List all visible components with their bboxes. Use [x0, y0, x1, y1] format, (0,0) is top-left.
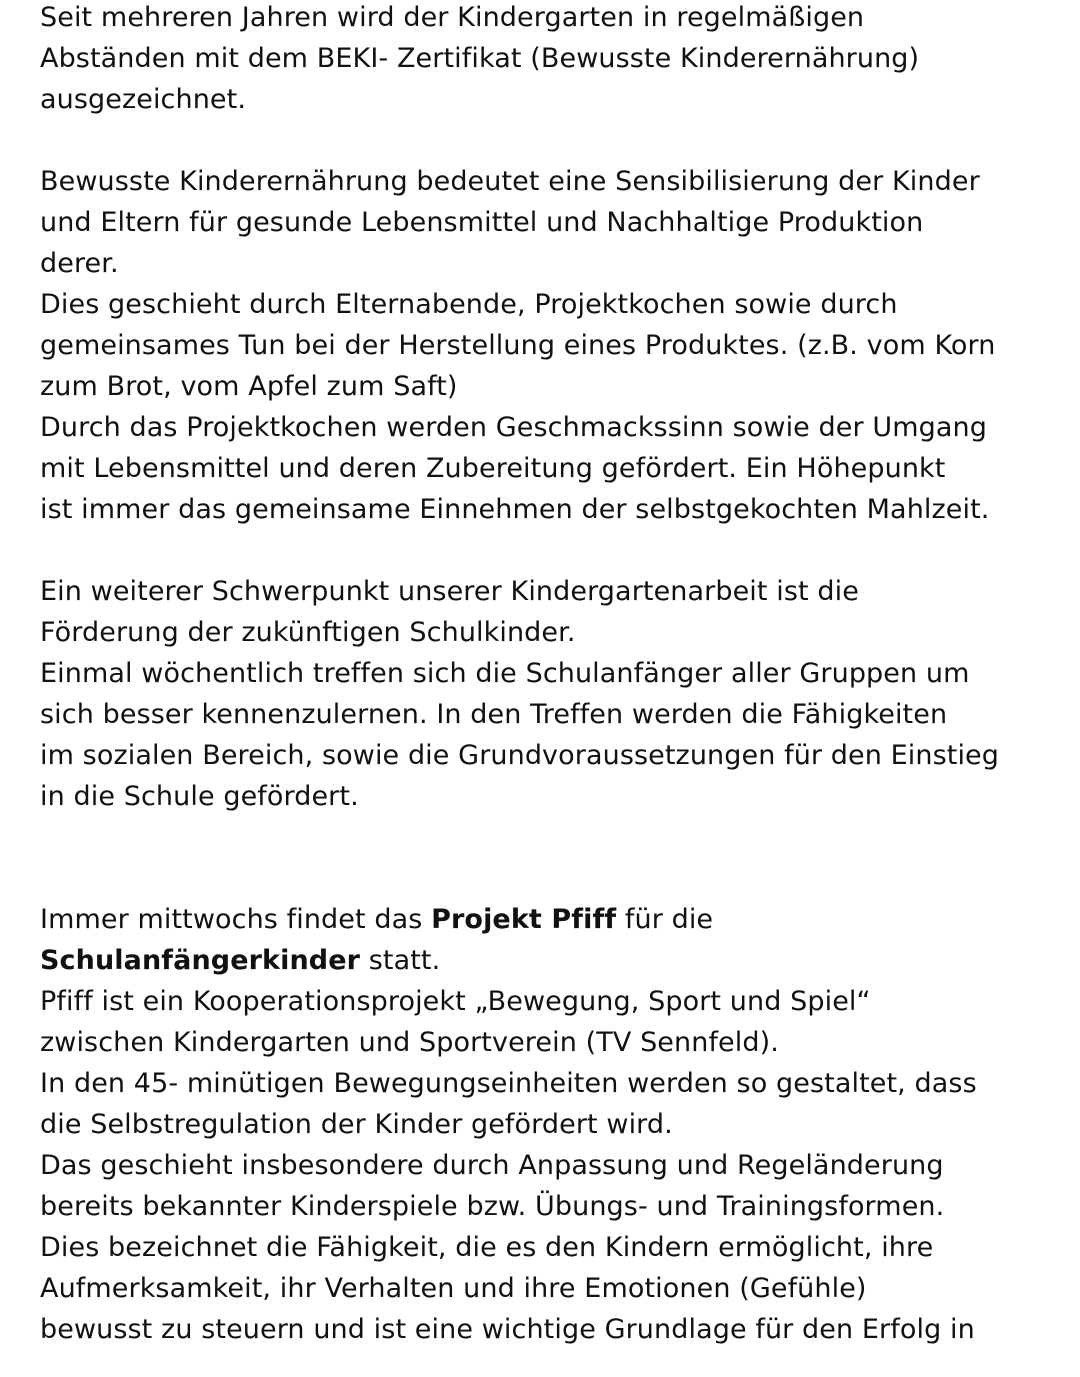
paragraph-4-line-6: die Selbstregulation der Kinder gefördert wird.	[40, 1109, 673, 1140]
paragraph-3-line-2: Förderung der zukünftigen Schulkinder.	[40, 617, 576, 648]
paragraph-4-line-4: zwischen Kindergarten und Sportverein (TV Sennfeld).	[40, 1027, 779, 1058]
paragraph-4-line-11: bewusst zu steuern und ist eine wichtige Grundlage für den Erfolg in	[40, 1314, 975, 1345]
paragraph-3-line-6: in die Schule gefördert.	[40, 781, 359, 812]
paragraph-1-line-2: Abständen mit dem BEKI- Zertifikat (Bewusste Kinderernährung)	[40, 43, 920, 74]
paragraph-3-line-5: im sozialen Bereich, sowie die Grundvoraussetzungen für den Einstieg	[40, 740, 1000, 771]
paragraph-4-line-1	[40, 900, 713, 940]
paragraph-2-line-3: derer.	[40, 248, 119, 279]
paragraph-4-line-10: Aufmerksamkeit, ihr Verhalten und ihre Emotionen (Gefühle)	[40, 1273, 867, 1304]
paragraph-4-line-5: In den 45- minütigen Bewegungseinheiten werden so gestaltet, dass	[40, 1068, 977, 1099]
paragraph-1-line-3: ausgezeichnet.	[40, 84, 247, 115]
paragraph-3-line-1: Ein weiterer Schwerpunkt unserer Kindergartenarbeit ist die	[40, 576, 859, 607]
paragraph-1-line-1: Seit mehreren Jahren wird der Kindergarten in regelmäßigen	[40, 2, 865, 33]
schulanfaengerkinder-bold: Schulanfängerkinder	[40, 945, 361, 976]
paragraph-3-line-4: sich besser kennenzulernen. In den Treffen werden die Fähigkeiten	[40, 699, 948, 730]
paragraph-2-line-5: gemeinsames Tun bei der Herstellung eines Produktes. (z.B. vom Korn	[40, 330, 996, 361]
pfiff-intro-text: Immer mittwochs findet das	[40, 904, 432, 935]
paragraph-4-line-2	[40, 941, 440, 981]
paragraph-2-line-8: mit Lebensmittel und deren Zubereitung gefördert. Ein Höhepunkt	[40, 453, 946, 484]
paragraph-4-line-8: bereits bekannter Kinderspiele bzw. Übungs- und Trainingsformen.	[40, 1191, 945, 1222]
paragraph-2-line-4: Dies geschieht durch Elternabende, Projektkochen sowie durch	[40, 289, 898, 320]
paragraph-3-line-3: Einmal wöchentlich treffen sich die Schulanfänger aller Gruppen um	[40, 658, 970, 689]
statt-text: statt.	[360, 945, 441, 976]
paragraph-2-line-9: ist immer das gemeinsame Einnehmen der selbstgekochten Mahlzeit.	[40, 494, 990, 525]
paragraph-2-line-2: und Eltern für gesunde Lebensmittel und Nachhaltige Produktion	[40, 207, 924, 238]
paragraph-2-line-1: Bewusste Kinderernährung bedeutet eine Sensibilisierung der Kinder	[40, 166, 980, 197]
paragraph-4-line-9: Dies bezeichnet die Fähigkeit, die es den Kindern ermöglicht, ihre	[40, 1232, 934, 1263]
projekt-pfiff-bold: Projekt Pfiff	[431, 904, 617, 935]
paragraph-2-line-7: Durch das Projektkochen werden Geschmackssinn sowie der Umgang	[40, 412, 987, 443]
pfiff-intro-suffix: für die	[616, 904, 714, 935]
paragraph-4-line-3: Pfiff ist ein Kooperationsprojekt „Bewegung, Sport und Spiel“	[40, 986, 871, 1017]
paragraph-2-line-6: zum Brot, vom Apfel zum Saft)	[40, 371, 458, 402]
paragraph-4-line-7: Das geschieht insbesondere durch Anpassung und Regeländerung	[40, 1150, 944, 1181]
